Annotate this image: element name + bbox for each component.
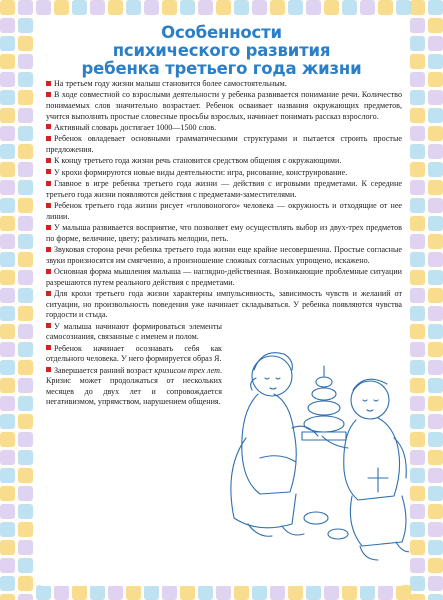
- border-tile: [428, 522, 443, 537]
- border-tile: [342, 585, 357, 600]
- border-tile: [0, 288, 15, 303]
- border-tile: [0, 486, 15, 501]
- border-tile: [428, 468, 443, 483]
- border-tile: [410, 234, 425, 249]
- border-tile: [410, 288, 425, 303]
- border-tile: [410, 558, 425, 573]
- bullet-icon: [46, 169, 51, 174]
- border-tile: [72, 585, 87, 600]
- border-tile: [0, 522, 15, 537]
- border-tile: [428, 360, 443, 375]
- border-tile: [410, 360, 425, 375]
- border-tile: [428, 36, 443, 51]
- border-tile: [0, 540, 15, 555]
- border-tile: [252, 585, 267, 600]
- border-tile: [410, 144, 425, 159]
- border-tile: [410, 180, 425, 195]
- border-tile: [410, 414, 425, 429]
- border-tile: [0, 378, 15, 393]
- border-tile: [428, 144, 443, 159]
- paragraph-text: Активный словарь достигает 1000—1500 слов.: [54, 122, 217, 132]
- border-tile: [0, 216, 15, 231]
- border-tile: [180, 0, 195, 15]
- border-tile: [410, 54, 425, 69]
- border-tile: [18, 468, 33, 483]
- border-tile: [0, 450, 15, 465]
- border-tile: [0, 162, 15, 177]
- border-tile: [396, 585, 411, 600]
- border-tile: [428, 252, 443, 267]
- border-tile: [0, 126, 15, 141]
- bullet-icon: [46, 81, 51, 86]
- border-tile: [428, 180, 443, 195]
- border-tile: [428, 306, 443, 321]
- border-tile: [126, 0, 141, 15]
- border-tile: [428, 18, 443, 33]
- border-tile: [410, 270, 425, 285]
- border-tile: [410, 324, 425, 339]
- border-tile: [36, 585, 51, 600]
- border-tile: [428, 504, 443, 519]
- border-tile: [428, 270, 443, 285]
- paragraph: [46, 344, 222, 365]
- paragraph-text: Ребенок овладевает основными грамматическими структурами и пытается строить простые предложения.: [46, 134, 402, 154]
- border-tile: [410, 126, 425, 141]
- border-tile: [428, 162, 443, 177]
- border-tile: [252, 0, 267, 15]
- border-tile: [18, 216, 33, 231]
- border-tile: [0, 594, 15, 600]
- border-tile: [428, 594, 443, 600]
- paragraph-text: Основная форма мышления малыша — наглядно-действенная. Возникающие проблемные ситуации разрешаются путем реального действия с предметами.: [46, 267, 402, 287]
- paragraph-text: Для крохи третьего года жизни характерны импульсивность, зависимость чувств и желаний от ситуации, но произвольность поведения уже начинает складываться. У ребенка появляются чувства гордости и стыда.: [46, 289, 402, 320]
- paragraph: [46, 322, 222, 343]
- border-tile: [270, 585, 285, 600]
- border-tile: [90, 585, 105, 600]
- border-tile: [72, 0, 87, 15]
- border-tile: [342, 0, 357, 15]
- title-line-2: психического развития: [112, 41, 331, 60]
- border-tile: [410, 18, 425, 33]
- crisis-text-before: Завершается ранний возраст: [54, 365, 155, 375]
- border-tile: [428, 90, 443, 105]
- border-tile: [410, 216, 425, 231]
- border-tile: [18, 180, 33, 195]
- border-tile: [324, 585, 339, 600]
- border-tile: [162, 585, 177, 600]
- border-tile: [0, 0, 15, 15]
- paragraph: [46, 156, 402, 167]
- border-tile: [428, 576, 443, 591]
- border-tile: [410, 252, 425, 267]
- border-tile: [18, 486, 33, 501]
- border-tile: [0, 234, 15, 249]
- paragraph: [46, 289, 402, 321]
- border-tile: [410, 504, 425, 519]
- border-tile: [198, 0, 213, 15]
- paragraph: [46, 168, 402, 179]
- border-tile: [410, 594, 425, 600]
- border-tile: [18, 432, 33, 447]
- paragraph-crisis: [46, 366, 222, 408]
- border-tile: [18, 270, 33, 285]
- border-tile: [0, 270, 15, 285]
- paragraph-text: У крохи формируются новые виды деятельности: игра, рисование, конструирование.: [54, 167, 348, 177]
- border-tile: [216, 0, 231, 15]
- border-tile: [288, 0, 303, 15]
- border-tile: [410, 306, 425, 321]
- border-tile: [428, 54, 443, 69]
- border-tile: [0, 414, 15, 429]
- border-tile: [234, 585, 249, 600]
- border-tile: [410, 342, 425, 357]
- bullet-icon: [46, 269, 51, 274]
- border-tile: [0, 306, 15, 321]
- border-tile: [428, 126, 443, 141]
- border-tile: [306, 0, 321, 15]
- border-tile: [0, 72, 15, 87]
- border-tile: [18, 378, 33, 393]
- border-tile: [410, 576, 425, 591]
- border-tile: [410, 378, 425, 393]
- border-tile: [234, 0, 249, 15]
- border-tile: [410, 198, 425, 213]
- paragraph: [46, 123, 402, 134]
- border-tile: [428, 540, 443, 555]
- border-tile: [410, 540, 425, 555]
- crisis-text-after: . Кризис может продолжаться от нескольких месяцев до двух лет и сопровождается негативизмом, упрямством, нарушением общения.: [46, 365, 222, 407]
- bullet-icon: [46, 181, 51, 186]
- border-tile: [410, 486, 425, 501]
- border-tile: [360, 585, 375, 600]
- border-tile: [428, 378, 443, 393]
- bullet-icon: [46, 136, 51, 141]
- title-line-3: ребенка третьего года жизни: [81, 59, 362, 78]
- border-tile: [428, 216, 443, 231]
- border-tile: [360, 0, 375, 15]
- border-tile: [216, 585, 231, 600]
- border-tile: [18, 558, 33, 573]
- border-tile: [410, 468, 425, 483]
- border-tile: [396, 0, 411, 15]
- border-tile: [18, 108, 33, 123]
- border-tile: [428, 0, 443, 15]
- border-tile: [428, 342, 443, 357]
- border-tile: [18, 594, 33, 600]
- border-tile: [18, 414, 33, 429]
- border-tile: [54, 0, 69, 15]
- paragraph-text: У малыша начинают формироваться элементы самосознания, связанные с именем и полом.: [46, 321, 222, 342]
- border-tile: [0, 54, 15, 69]
- border-tile: [18, 288, 33, 303]
- border-tile: [18, 198, 33, 213]
- paragraph-text: Ребенок третьего года жизни рисует «головоногого» человека — окружность и отходящие от нее линии.: [46, 201, 402, 221]
- border-tile: [428, 108, 443, 123]
- bullet-icon: [46, 323, 51, 328]
- border-tile: [0, 558, 15, 573]
- border-tile: [18, 540, 33, 555]
- border-tile: [428, 486, 443, 501]
- paragraph: [46, 134, 402, 155]
- border-tile: [0, 396, 15, 411]
- border-tile: [18, 306, 33, 321]
- border-tile: [428, 324, 443, 339]
- border-tile: [90, 0, 105, 15]
- bullet-icon: [46, 92, 51, 97]
- border-tile: [410, 36, 425, 51]
- paragraph-text: У малыша развивается восприятие, что позволяет ему осуществлять выбор из двух-трех предметов по форме, величине, цвету; различать мелодии, петь.: [46, 223, 402, 243]
- border-tile: [410, 72, 425, 87]
- border-tile: [410, 90, 425, 105]
- border-tile: [162, 0, 177, 15]
- bullet-icon: [46, 225, 51, 230]
- border-tile: [410, 108, 425, 123]
- border-tile: [18, 522, 33, 537]
- bullet-icon: [46, 367, 51, 372]
- border-tile: [378, 0, 393, 15]
- border-tile: [0, 576, 15, 591]
- border-tile: [18, 54, 33, 69]
- border-tile: [410, 396, 425, 411]
- border-tile: [0, 342, 15, 357]
- border-tile: [410, 432, 425, 447]
- title-line-1: Особенности: [161, 23, 282, 42]
- paragraph: [46, 201, 402, 222]
- border-tile: [410, 522, 425, 537]
- border-tile: [324, 0, 339, 15]
- border-tile: [0, 108, 15, 123]
- paragraph-text: Звуковая сторона речи ребенка третьего года жизни еще крайне несовершенна. Простые согласные звуки произносятся им смягченно, а произношение сложных согласных упрощено, искажено.: [46, 245, 402, 265]
- border-tile: [0, 36, 15, 51]
- bullet-icon: [46, 203, 51, 208]
- border-tile: [0, 324, 15, 339]
- paragraph: [46, 79, 402, 90]
- border-tile: [18, 18, 33, 33]
- border-tile: [428, 432, 443, 447]
- border-tile: [410, 162, 425, 177]
- border-tile: [378, 585, 393, 600]
- border-tile: [54, 585, 69, 600]
- border-tile: [180, 585, 195, 600]
- paragraph-text: Главное в игре ребенка третьего года жизни — действия с игровыми предметами. К середине третьего года жизни появляются действия с предметами-заместителями.: [46, 179, 402, 199]
- border-tile: [0, 468, 15, 483]
- bullet-icon: [46, 158, 51, 163]
- border-tile: [0, 360, 15, 375]
- border-tile: [0, 198, 15, 213]
- border-tile: [428, 414, 443, 429]
- border-tile: [144, 0, 159, 15]
- content-panel: [34, 16, 409, 586]
- bullet-icon: [46, 124, 51, 129]
- border-tile: [18, 396, 33, 411]
- border-tile: [108, 585, 123, 600]
- border-tile: [18, 504, 33, 519]
- border-tile: [0, 144, 15, 159]
- border-tile: [18, 342, 33, 357]
- paragraph: [46, 245, 402, 266]
- border-tile: [198, 585, 213, 600]
- border-tile: [410, 0, 425, 15]
- border-tile: [0, 18, 15, 33]
- border-tile: [428, 288, 443, 303]
- bullet-icon: [46, 345, 51, 350]
- border-tile: [288, 585, 303, 600]
- border-tile: [428, 198, 443, 213]
- border-tile: [126, 585, 141, 600]
- border-tile: [0, 180, 15, 195]
- border-tile: [108, 0, 123, 15]
- paragraph-text: К концу третьего года жизни речь становится средством общения с окружающими.: [54, 156, 342, 166]
- border-tile: [18, 126, 33, 141]
- paragraph: [46, 267, 402, 288]
- border-tile: [18, 360, 33, 375]
- border-tile: [36, 0, 51, 15]
- paragraph-text: В ходе совместной со взрослыми деятельности у ребенка развивается понимание речи. Количество понимаемых слов значительно возрастает. Ребенок осваивает названия окружающих предметов, учится выполнять простые словесные просьбы взрослых, начинает понимать рассказ взрослого.: [46, 90, 402, 121]
- border-tile: [18, 0, 33, 15]
- border-tile: [410, 450, 425, 465]
- paragraph: [46, 179, 402, 200]
- border-tile: [18, 144, 33, 159]
- border-tile: [270, 0, 285, 15]
- border-tile: [18, 252, 33, 267]
- border-tile: [18, 450, 33, 465]
- border-tile: [306, 585, 321, 600]
- crisis-text-italic: кризисом трех лет: [154, 365, 220, 375]
- border-tile: [18, 36, 33, 51]
- border-tile: [428, 558, 443, 573]
- border-tile: [428, 396, 443, 411]
- border-tile: [18, 234, 33, 249]
- border-tile: [18, 72, 33, 87]
- border-tile: [18, 90, 33, 105]
- border-tile: [428, 234, 443, 249]
- border-tile: [18, 576, 33, 591]
- border-tile: [0, 252, 15, 267]
- border-tile: [0, 432, 15, 447]
- paragraph: [46, 223, 402, 244]
- border-tile: [18, 324, 33, 339]
- border-tile: [428, 72, 443, 87]
- toddlers-illustration: [220, 328, 409, 576]
- bullet-icon: [46, 291, 51, 296]
- border-tile: [18, 162, 33, 177]
- paragraph: [46, 90, 402, 122]
- border-tile: [428, 450, 443, 465]
- border-tile: [144, 585, 159, 600]
- page-title: [34, 24, 409, 78]
- paragraph-text: Ребенок начинает осознавать себя как отдельного человека. У него формируется образ Я.: [46, 343, 222, 364]
- border-tile: [0, 90, 15, 105]
- bullet-icon: [46, 247, 51, 252]
- paragraph-text: На третьем году жизни малыш становится более самостоятельным.: [54, 79, 287, 88]
- border-tile: [0, 504, 15, 519]
